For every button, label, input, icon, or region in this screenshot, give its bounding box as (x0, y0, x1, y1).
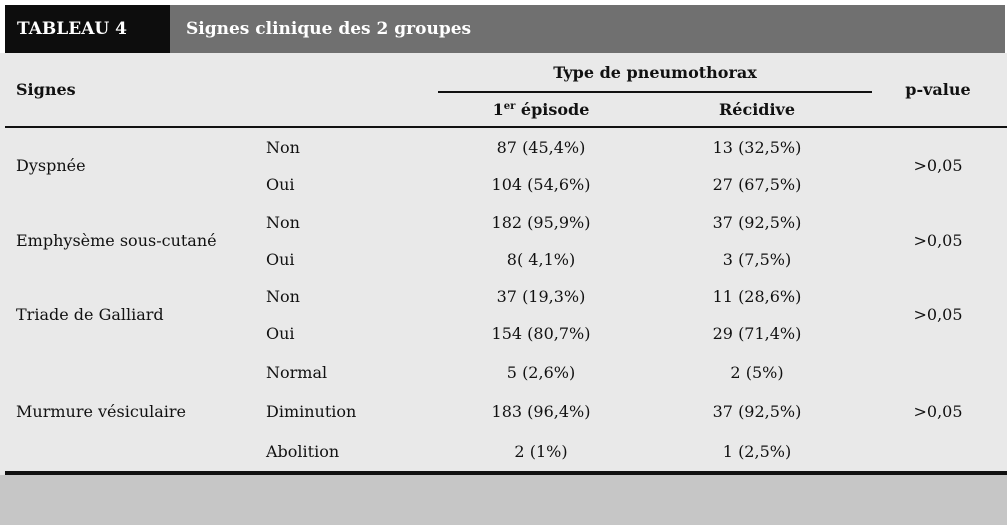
header-p-value: p-value (905, 80, 971, 99)
cell-first-episode: 154 (80,7%) (491, 324, 591, 343)
header-first-episode-word: épisode (515, 100, 590, 119)
header-group-rule (438, 91, 872, 93)
sign-emphyseme: Emphysème sous-cutané (16, 231, 217, 250)
cell-recidive: 37 (92,5%) (712, 402, 802, 421)
cell-first-episode: 2 (1%) (514, 442, 568, 461)
cell-recidive: 37 (92,5%) (712, 213, 802, 232)
cell-first-episode: 182 (95,9%) (491, 213, 591, 232)
cell-recidive: 3 (7,5%) (722, 250, 792, 269)
row-label: Diminution (266, 402, 357, 421)
sign-dyspnee: Dyspnée (16, 156, 86, 175)
row-label: Non (266, 138, 300, 157)
header-signes: Signes (16, 80, 76, 99)
sign-triade-galliard: Triade de Galliard (16, 305, 164, 324)
row-label: Oui (266, 175, 295, 194)
cell-p-value: >0,05 (913, 231, 963, 250)
cell-first-episode: 5 (2,6%) (506, 363, 576, 382)
cell-p-value: >0,05 (913, 305, 963, 324)
cell-first-episode: 8( 4,1%) (506, 250, 576, 269)
header-recidive: Récidive (718, 100, 796, 119)
cell-recidive: 27 (67,5%) (712, 175, 802, 194)
row-label: Non (266, 213, 300, 232)
cell-first-episode: 87 (45,4%) (496, 138, 586, 157)
cell-recidive: 2 (5%) (730, 363, 784, 382)
cell-p-value: >0,05 (913, 402, 963, 421)
row-label: Oui (266, 324, 295, 343)
cell-recidive: 11 (28,6%) (712, 287, 802, 306)
cell-recidive: 13 (32,5%) (712, 138, 802, 157)
cell-p-value: >0,05 (913, 156, 963, 175)
header-type-pneumothorax: Type de pneumothorax (553, 63, 757, 82)
header-first-episode-num: 1 (492, 100, 504, 119)
header-first-episode-sup: er (503, 101, 516, 112)
footer-band (0, 475, 1007, 525)
table-number: TABLEAU 4 (5, 5, 170, 53)
cell-first-episode: 37 (19,3%) (496, 287, 586, 306)
cell-recidive: 1 (2,5%) (722, 442, 792, 461)
header-bottom-rule (5, 126, 1007, 128)
table-title: Signes clinique des 2 groupes (170, 5, 1005, 53)
row-label: Normal (266, 363, 328, 382)
cell-first-episode: 183 (96,4%) (491, 402, 591, 421)
row-label: Non (266, 287, 300, 306)
sign-murmure-vesiculaire: Murmure vésiculaire (16, 402, 187, 421)
row-label: Abolition (266, 442, 340, 461)
header-first-episode (493, 100, 590, 119)
row-label: Oui (266, 250, 295, 269)
title-bar (0, 0, 1007, 53)
cell-first-episode: 104 (54,6%) (491, 175, 591, 194)
cell-recidive: 29 (71,4%) (712, 324, 802, 343)
